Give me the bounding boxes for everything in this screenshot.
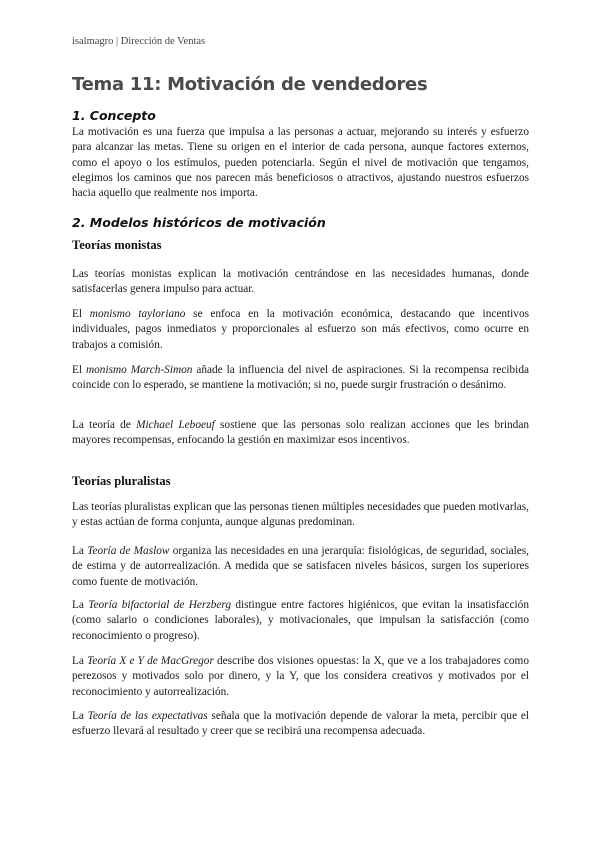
paragraph-taylor: El monismo tayloriano se enfoca en la motivación económica, destacando que incentivos individuales, pagos inmediatos y proporcionales al esfuerzo son más efectivos, como ocurre en trabajos a comisión. xyxy=(72,308,529,351)
term-leboeuf: Michael Leboeuf xyxy=(136,419,215,431)
page-title: Tema 11: Motivación de vendedores xyxy=(72,74,428,95)
paragraph-herzberg: La Teoría bifactorial de Herzberg distingue entre factores higiénicos, que evitan la insatisfacción (como salario o condiciones laborales), y motivacionales, que impulsan la satisfacción (como reconocimiento o progreso). xyxy=(72,599,529,642)
term-macgregor: Teoría X e Y de MacGregor xyxy=(87,655,214,667)
paragraph-concepto: La motivación es una fuerza que impulsa a las personas a actuar, mejorando su interés y esfuerzo para alcanzar las metas. Tiene su origen en el interior de cada persona, aunque factores externos, como el apoyo o los estímulos, pueden potenciarla. Según el nivel de motivación que tengamos, elegimos los caminos que nos parecen más beneficiosos o atractivos, ajustando nuestros esfuerzos hacia aquello que realmente nos importa. xyxy=(72,126,529,200)
section-heading-concepto: 1. Concepto xyxy=(72,108,156,123)
paragraph-macgregor: La Teoría X e Y de MacGregor describe dos visiones opuestas: la X, que ve a los trabajadores como perezosos y motivados solo por dinero, y la Y, que los considera creativos y motivados por el reconocimiento y autorrealización. xyxy=(72,655,529,698)
section-heading-modelos: 2. Modelos históricos de motivación xyxy=(72,215,326,230)
term-herzberg: Teoría bifactorial de Herzberg xyxy=(88,599,232,611)
term-taylor: monismo tayloriano xyxy=(89,308,186,320)
paragraph-monistas-intro: Las teorías monistas explican la motivación centrándose en las necesidades humanas, donde satisfacerlas genera impulso para actuar. xyxy=(72,268,529,296)
paragraph-leboeuf: La teoría de Michael Leboeuf sostiene que las personas solo realizan acciones que les brindan mayores recompensas, enfocando la gestión en maximizar esos incentivos. xyxy=(72,419,529,447)
paragraph-expectativas: La Teoría de las expectativas señala que la motivación depende de valorar la meta, percibir que el esfuerzo llevará al resultado y creer que se recibirá una recompensa adecuada. xyxy=(72,710,529,738)
term-march-simon: monismo March-Simon xyxy=(85,364,193,376)
term-maslow: Teoría de Maslow xyxy=(87,545,170,557)
paragraph-pluralistas-intro: Las teorías pluralistas explican que las personas tienen múltiples necesidades que pueden motivarlas, y estas actúan de forma conjunta, aunque algunas predominan. xyxy=(72,501,529,529)
subheading-monistas: Teorías monistas xyxy=(72,238,162,252)
paragraph-maslow: La Teoría de Maslow organiza las necesidades en una jerarquía: fisiológicas, de seguridad, sociales, de estima y de autorrealización. A medida que se satisfacen niveles básicos, surgen los superiores como fuente de motivación. xyxy=(72,545,529,588)
page-header: isalmagro | Dirección de Ventas xyxy=(72,36,206,47)
subheading-pluralistas: Teorías pluralistas xyxy=(72,474,171,488)
paragraph-march-simon: El monismo March-Simon añade la influencia del nivel de aspiraciones. Si la recompensa recibida coincide con lo esperado, se mantiene la motivación; si no, puede surgir frustración o desánimo. xyxy=(72,364,529,392)
term-expectativas: Teoría de las expectativas xyxy=(87,710,208,722)
